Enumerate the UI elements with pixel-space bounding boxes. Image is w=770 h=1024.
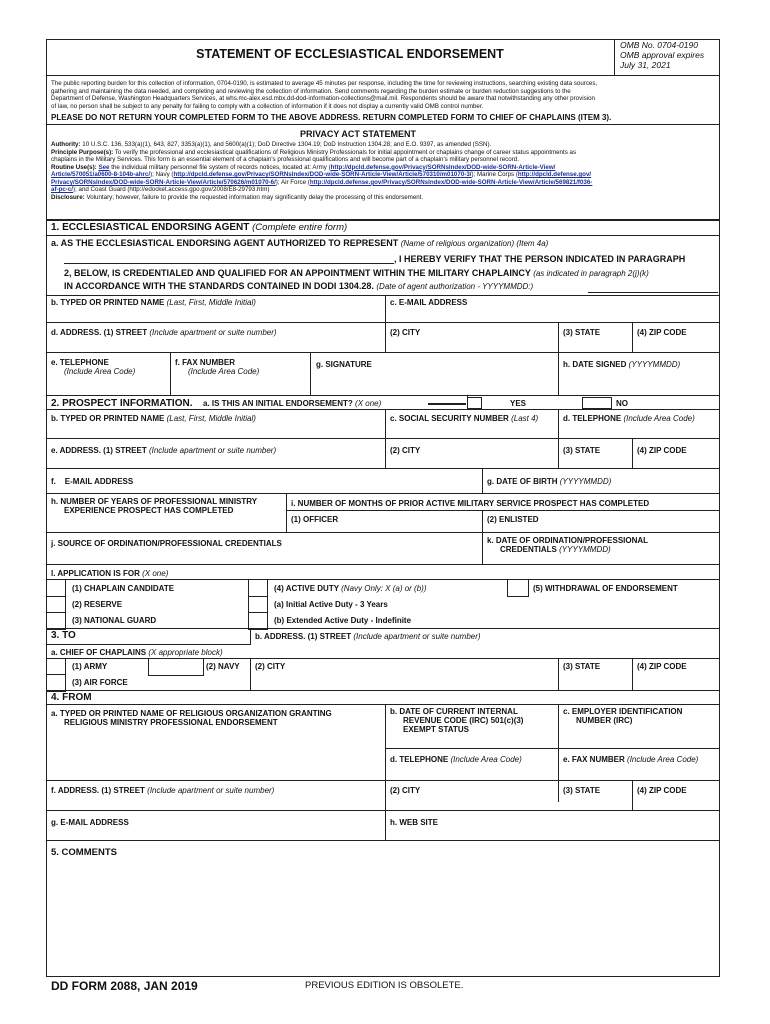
s4-state-label: (3) STATE bbox=[563, 786, 601, 795]
s2-h-label: h. NUMBER OF YEARS OF PROFESSIONAL MINISTRY EXPERIENCE PROSPECT HAS COMPLETED bbox=[51, 497, 258, 516]
s2-b-label: b. TYPED OR PRINTED NAME (Last, First, Middle Initial) bbox=[51, 414, 256, 423]
s2-city-label: (2) CITY bbox=[390, 446, 421, 455]
l4-checkbox[interactable] bbox=[248, 579, 268, 597]
s1-d-label: d. ADDRESS. (1) STREET (Include apartment or suite number) bbox=[51, 328, 277, 337]
s2-k-label: k. DATE OF ORDINATION/PROFESSIONAL CREDENTIALS (YYYYMMDD) bbox=[487, 536, 649, 555]
s1-name-field[interactable] bbox=[48, 308, 384, 321]
s4-b-label: b. DATE OF CURRENT INTERNAL REVENUE CODE (IRC) 501(c)(3) EXEMPT STATUS bbox=[390, 707, 524, 735]
marine-sorn-link[interactable]: http://dpcld.defense.gov/ bbox=[517, 171, 592, 179]
s3-state-label: (3) STATE bbox=[563, 662, 601, 671]
s1-g-label: g. SIGNATURE bbox=[316, 360, 372, 369]
s4-f-label: f. ADDRESS. (1) STREET (Include apartment or suite number) bbox=[51, 786, 275, 795]
l5-checkbox[interactable] bbox=[507, 579, 529, 597]
section-5-title: 5. COMMENTS bbox=[51, 847, 117, 858]
s4-zip-label: (4) ZIP CODE bbox=[637, 786, 687, 795]
s1-org-name-line[interactable] bbox=[64, 263, 394, 264]
s1-state-label: (3) STATE bbox=[563, 328, 601, 337]
s2-g-label: g. DATE OF BIRTH (YYYYMMDD) bbox=[487, 477, 612, 486]
s1-f-label: f. FAX NUMBER (Include Area Code) bbox=[175, 358, 260, 377]
s4-e-label: e. FAX NUMBER (Include Area Code) bbox=[563, 755, 699, 764]
return-instructions: PLEASE DO NOT RETURN YOUR COMPLETED FORM TO THE ABOVE ADDRESS. RETURN COMPLETED FORM TO CHIEF OF CHAPLAINS (ITEM 3). bbox=[51, 113, 612, 122]
af-label: (3) AIR FORCE bbox=[72, 678, 128, 687]
s1-h-label: h. DATE SIGNED (YYYYMMDD) bbox=[563, 360, 681, 369]
af-sorn-link-2[interactable]: af-pc-c/ bbox=[51, 186, 74, 194]
l4a-label: (a) Initial Active Duty - 3 Years bbox=[274, 600, 388, 609]
s1-email-field[interactable] bbox=[387, 308, 718, 321]
s2-yes-label: YES bbox=[510, 399, 527, 408]
s2-a-label: a. IS THIS AN INITIAL ENDORSEMENT? (X one) bbox=[203, 399, 382, 408]
s3-city-label: (2) CITY bbox=[255, 662, 286, 671]
comments-field[interactable] bbox=[48, 862, 718, 974]
s2-l-label: l. APPLICATION IS FOR (X one) bbox=[51, 569, 169, 578]
s2-c-label: c. SOCIAL SECURITY NUMBER (Last 4) bbox=[390, 414, 539, 423]
s2-e-label: e. ADDRESS. (1) STREET (Include apartment or suite number) bbox=[51, 446, 277, 455]
af-sorn-link[interactable]: http://dpcld.defense.gov/Privacy/SORNsIndex/DOD-wide-SORN-Article-View/Article/569821/f036- bbox=[309, 178, 593, 186]
omb-number: OMB No. 0704-0190 OMB approval expires July 31, 2021 bbox=[620, 40, 705, 71]
privacy-statement: Authority: 10 U.S.C. 136, 533(a)(1), 643, 827, 3353(a)(1), and 5600(a)(1); DoD Directive 1304.19; DoD Instruction 1304.28; and E.O. 9397, as amended (SSN). Principle Purpose(s): To verify the professional and ecclesiastical qualifications of Religious Ministry Professionals for initial appointment or chaplains change of career status appointments as chaplains in the Military Services. This form is an essential element of a chaplain's professional qualifications and will become part of a chaplain's military personnel record. Routine Use(s): See the individual military personnel file system of records notices, located at: Army (http://dpcld.defense.gov/Privacy/SORNsIndex/DOD-wide-SORN-Article-View/ Article/570051/a0600-8-104b-ahrc/); Navy (http://dpcld.defense.gov/Privacy/SORNsIndex/DOD-wide-SORN-Article-View/Article/570310/m01070-3/); Marine Corps (http://dpcld.defense.gov/ Privacy/SORNsIndex/DOD-wide-SORN-Article-View/Article/570626/m01070-6/); Air Force (http://dpcld.defense.gov/Privacy/SORNsIndex/DOD-wide-SORN-Article-View/Article/569821/f036- af-pc-c/); and Coast Guard (http://edocket.access.gpo.gov/2008/E8-29793.htm) Disclosure: Voluntary; however, failure to provide the requested information may significantly delay the processing of this endorsement. bbox=[51, 141, 593, 201]
s4-d-label: d. TELEPHONE (Include Area Code) bbox=[390, 755, 522, 764]
l2-label: (2) RESERVE bbox=[72, 600, 123, 609]
s1-e-label: e. TELEPHONE (Include Area Code) bbox=[51, 358, 136, 377]
army-sorn-link-2[interactable]: Article/570051/a0600-8-104b-ahrc/ bbox=[51, 171, 151, 179]
s1-c-label: c. E-MAIL ADDRESS bbox=[390, 298, 468, 307]
privacy-title: PRIVACY ACT STATEMENT bbox=[300, 129, 417, 139]
s4-c-label: c. EMPLOYER IDENTIFICATION NUMBER (IRC) bbox=[563, 707, 683, 726]
s1-a-label: a. AS THE ECCLESIASTICAL ENDORSING AGENT AUTHORIZED TO REPRESENT (Name of religious organization) (Item 4a) bbox=[51, 238, 549, 248]
l3-label: (3) NATIONAL GUARD bbox=[72, 616, 157, 625]
section-3-title: 3. TO bbox=[51, 630, 76, 641]
s2-zip-label: (4) ZIP CODE bbox=[637, 446, 687, 455]
s4-g-label: g. E-MAIL ADDRESS bbox=[51, 818, 129, 827]
s2-no-label: NO bbox=[616, 399, 628, 408]
l4-label: (4) ACTIVE DUTY (Navy Only: X (a) or (b)) bbox=[274, 584, 427, 593]
s2-f-label: f. E-MAIL ADDRESS bbox=[51, 477, 134, 486]
s2-d-label: d. TELEPHONE (Include Area Code) bbox=[563, 414, 695, 423]
s2-yes-checkbox[interactable] bbox=[468, 397, 482, 409]
s4-city-label: (2) CITY bbox=[390, 786, 421, 795]
army-label: (1) ARMY bbox=[72, 662, 108, 671]
s1-verify-text-3: IN ACCORDANCE WITH THE STANDARDS CONTAINED IN DODI 1304.28. (Date of agent authorization - YYYYMMDD:) bbox=[64, 281, 534, 291]
routine-see-link[interactable]: See bbox=[98, 163, 110, 171]
s2-state-label: (3) STATE bbox=[563, 446, 601, 455]
section-4-title: 4. FROM bbox=[51, 692, 92, 703]
burden-statement: The public reporting burden for this collection of information, 0704-0190, is estimated to average 45 minutes per response, including the time for reviewing instructions, searching existing data sources, gathering and maintaining the data needed, and completing and reviewing the collection of information. Send comments regarding the burden estimate or burden reduction suggestions to the Department of Defense, Washington Headquarters Services, at whs.mc-alex.esd.mbx.dd-dod-information-collections@mail.mil. Respondents should be aware that notwithstanding any other provision of law, no person shall be subject to any penalty for failing to comply with a collection of information if it does not display a currently valid OMB control number. bbox=[51, 80, 598, 110]
section-2-title: 2. PROSPECT INFORMATION. bbox=[51, 398, 193, 409]
s4-a-label: a. TYPED OR PRINTED NAME OF RELIGIOUS ORGANIZATION GRANTING RELIGIOUS MINISTRY PROFESSIONAL ENDORSEMENT bbox=[51, 709, 332, 728]
form-title: STATEMENT OF ECCLESIASTICAL ENDORSEMENT bbox=[196, 47, 504, 61]
s1-zip-label: (4) ZIP CODE bbox=[637, 328, 687, 337]
s2-officer-label: (1) OFFICER bbox=[291, 515, 339, 524]
navy-sorn-link[interactable]: http://dpcld.defense.gov/Privacy/SORNsIndex/DOD-wide-SORN-Article-View/Article/570310/m01070-3/ bbox=[173, 171, 472, 179]
marine-sorn-link-2[interactable]: Privacy/SORNsIndex/DOD-wide-SORN-Article-View/Article/570626/m01070-6/ bbox=[51, 178, 276, 186]
s3-zip-label: (4) ZIP CODE bbox=[637, 662, 687, 671]
s1-city-label: (2) CITY bbox=[390, 328, 421, 337]
previous-edition-note: PREVIOUS EDITION IS OBSOLETE. bbox=[305, 980, 464, 991]
s1-b-label: b. TYPED OR PRINTED NAME (Last, First, Middle Initial) bbox=[51, 298, 256, 307]
l5-label: (5) WITHDRAWAL OF ENDORSEMENT bbox=[533, 584, 678, 593]
s1-auth-date-line[interactable] bbox=[588, 292, 718, 293]
navy-label: (2) NAVY bbox=[206, 662, 240, 671]
form-number: DD FORM 2088, JAN 2019 bbox=[51, 979, 198, 993]
l1-label: (1) CHAPLAIN CANDIDATE bbox=[72, 584, 175, 593]
s2-enlisted-label: (2) ENLISTED bbox=[487, 515, 539, 524]
s4-h-label: h. WEB SITE bbox=[390, 818, 438, 827]
s3-b-label: b. ADDRESS. (1) STREET (Include apartment or suite number) bbox=[255, 632, 481, 641]
s2-j-label: j. SOURCE OF ORDINATION/PROFESSIONAL CREDENTIALS bbox=[51, 539, 282, 548]
s1-verify-text-2: 2, BELOW, IS CREDENTIALED AND QUALIFIED FOR AN APPOINTMENT WITHIN THE MILITARY CHAPLAINCY (as indicated in paragraph 2(j)(k) bbox=[64, 268, 649, 278]
s1-verify-text: , I HEREBY VERIFY THAT THE PERSON INDICATED IN PARAGRAPH bbox=[394, 254, 686, 264]
s2-i-label: i. NUMBER OF MONTHS OF PRIOR ACTIVE MILITARY SERVICE PROSPECT HAS COMPLETED bbox=[291, 499, 650, 508]
army-sorn-link[interactable]: http://dpcld.defense.gov/Privacy/SORNsIndex/DOD-wide-SORN-Article-View/ bbox=[330, 163, 556, 171]
l1-checkbox[interactable] bbox=[46, 579, 66, 597]
section-1-title: 1. ECCLESIASTICAL ENDORSING AGENT (Complete entire form) bbox=[51, 222, 348, 233]
navy-checkbox[interactable] bbox=[148, 658, 204, 676]
s2-no-checkbox[interactable] bbox=[582, 397, 612, 409]
l4b-label: (b) Extended Active Duty - Indefinite bbox=[274, 616, 412, 625]
s3-a-label: a. CHIEF OF CHAPLAINS (X appropriate block) bbox=[51, 648, 223, 657]
